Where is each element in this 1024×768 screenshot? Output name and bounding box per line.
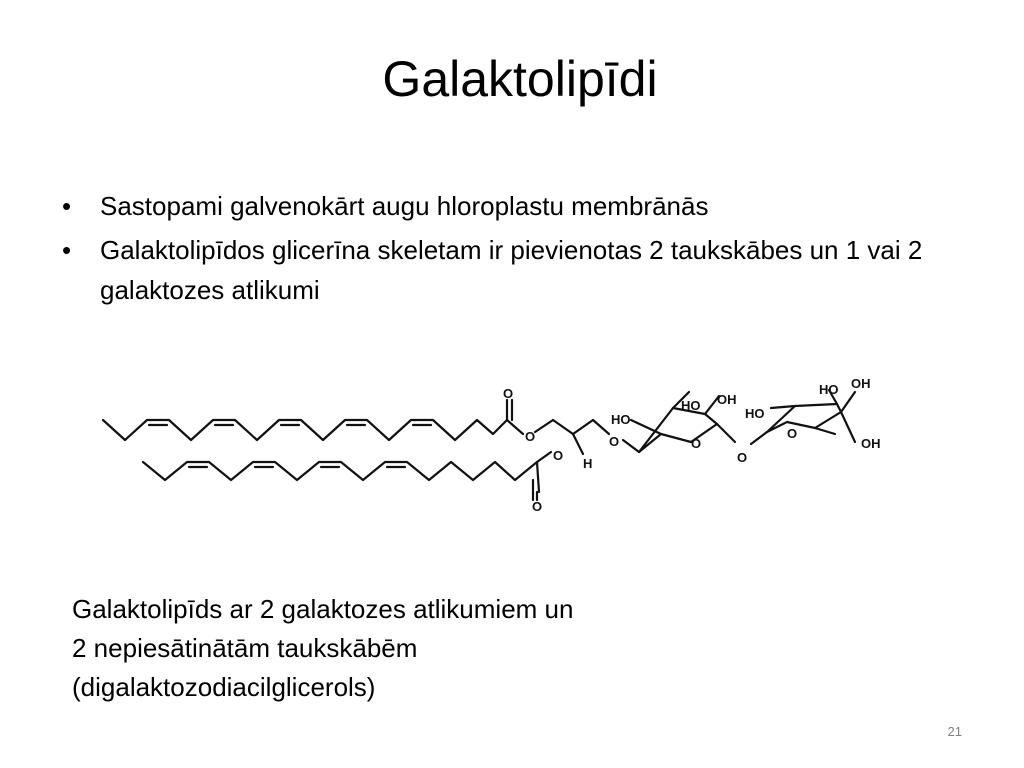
caption-line: 2 nepiesātinātām taukskābēm [72,633,418,663]
atom-label: OH [717,392,737,407]
atom-label: HO [819,382,839,397]
bullet-icon: • [62,235,72,265]
bullet-text: Galaktolipīdos glicerīna skeletam ir pievienotas 2 taukskābes un 1 vai 2 galaktozes atlikumi [100,235,923,305]
atom-label: O [532,499,543,514]
atom-label: H [583,456,593,471]
atom-labels [503,376,881,514]
digalactosyldiacylglycerol-structure [95,362,905,522]
atom-label: O [525,429,536,444]
bond-lines [103,390,855,500]
atom-label: O [691,436,702,451]
atom-label: O [787,426,798,441]
atom-label: HO [611,412,631,427]
atom-label: O [503,386,514,401]
caption-line: Galaktolipīds ar 2 galaktozes atlikumiem un [72,594,574,624]
slide-title: Galaktolipīdi [382,51,658,107]
atom-label: OH [861,436,881,451]
bullet-item [62,186,962,226]
bullet-item [62,230,962,310]
bullet-icon: • [62,191,72,221]
atom-label: HO [681,398,701,413]
figure-caption [72,590,752,707]
atom-label: O [737,450,748,465]
bullet-text: Sastopami galvenokārt augu hloroplastu membrānās [100,191,709,221]
atom-label: HO [745,406,765,421]
bullet-list [62,186,962,314]
atom-label: O [609,434,620,449]
page-number: 21 [947,724,962,739]
atom-label: O [553,448,564,463]
caption-line: (digalaktozodiacilglicerols) [72,672,376,702]
atom-label: OH [851,376,871,391]
